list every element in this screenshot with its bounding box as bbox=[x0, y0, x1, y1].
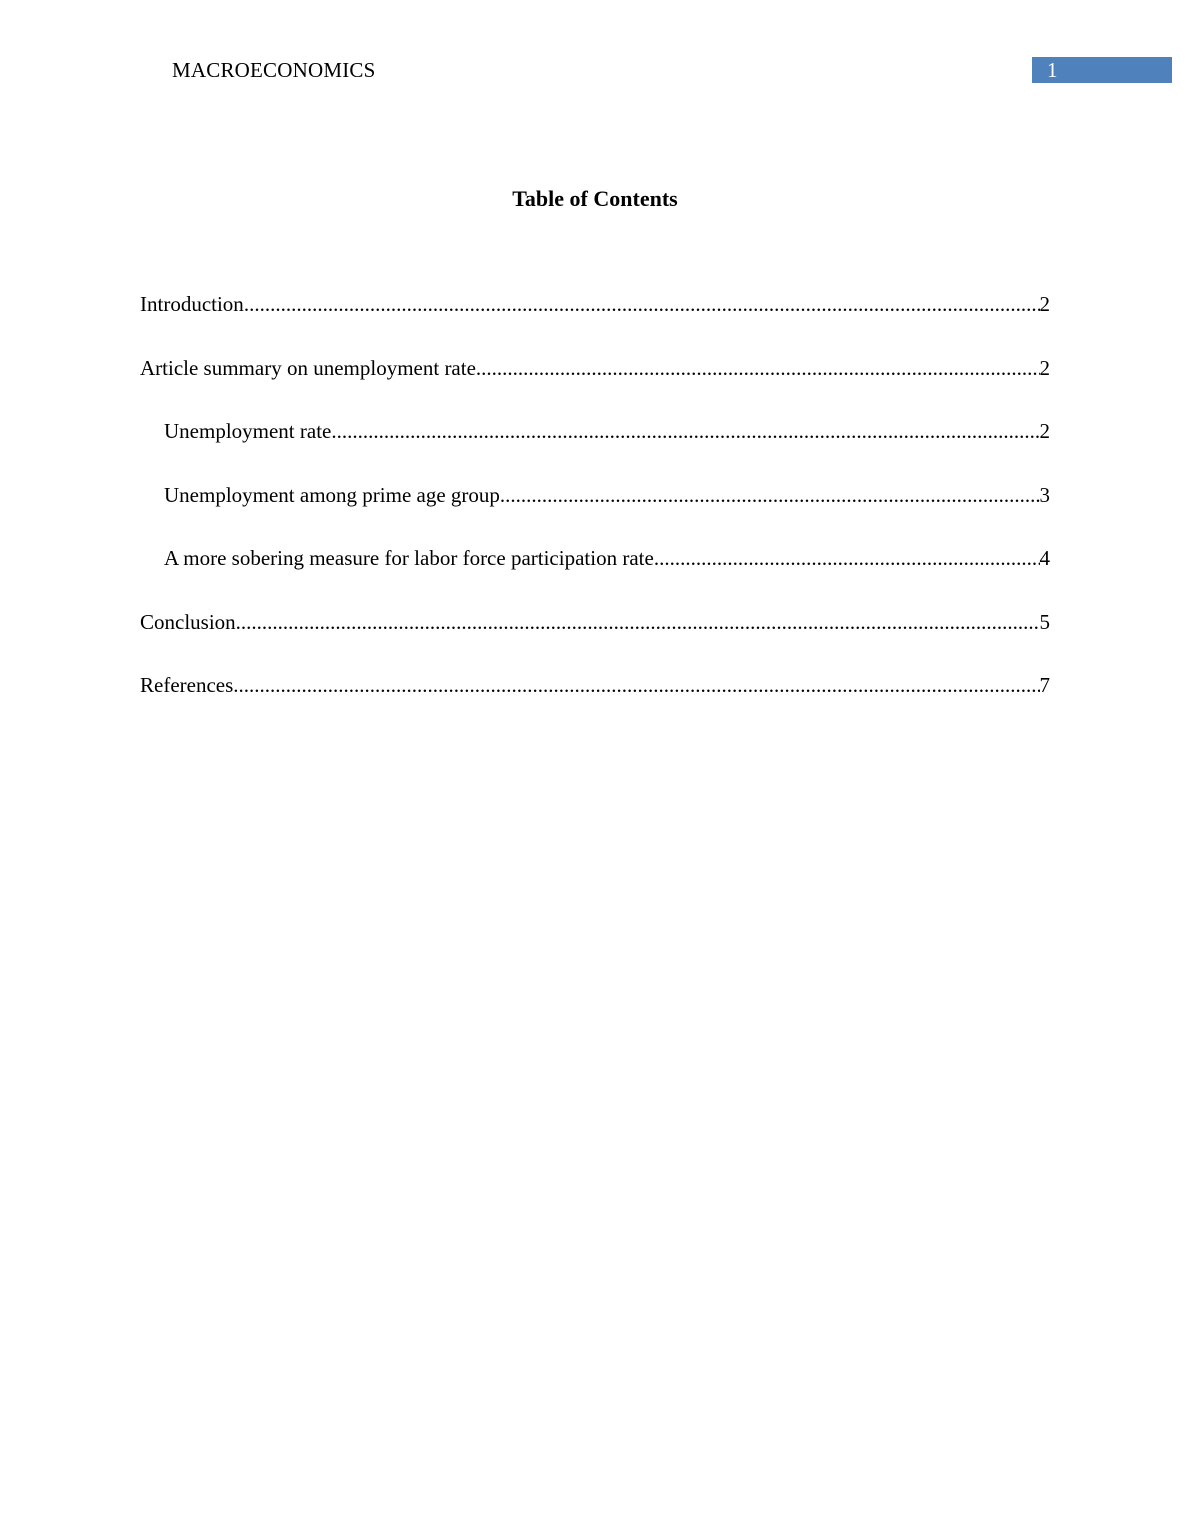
toc-entry-article-summary[interactable] bbox=[140, 354, 1050, 418]
toc-entry-page: 2 bbox=[1039, 292, 1050, 316]
toc-entry-conclusion[interactable] bbox=[140, 608, 1050, 672]
toc-entry-sobering-measure[interactable] bbox=[140, 544, 1050, 608]
toc-entry-label: Unemployment rate bbox=[164, 419, 332, 443]
toc-dot-leader bbox=[654, 544, 1040, 572]
toc-list bbox=[140, 290, 1050, 735]
toc-dot-leader bbox=[244, 290, 1040, 318]
toc-entry-page: 2 bbox=[1039, 419, 1050, 443]
toc-dot-leader bbox=[500, 481, 1040, 509]
running-header-title: MACROECONOMICS bbox=[172, 58, 376, 82]
toc-entry-page: 4 bbox=[1039, 546, 1050, 570]
toc-entry-prime-age-group[interactable] bbox=[140, 481, 1050, 545]
toc-entry-introduction[interactable] bbox=[140, 290, 1050, 354]
toc-entry-label: References bbox=[140, 673, 234, 697]
toc-entry-page: 5 bbox=[1039, 609, 1050, 634]
toc-entry-page: 7 bbox=[1039, 673, 1050, 697]
toc-entry-unemployment-rate[interactable] bbox=[140, 417, 1050, 481]
toc-entry-label: Conclusion bbox=[140, 609, 236, 634]
toc-entry-label: A more sobering measure for labor force participation rate bbox=[164, 546, 654, 570]
toc-heading: Table of Contents bbox=[512, 186, 678, 211]
toc-entry-page: 2 bbox=[1039, 355, 1050, 380]
page-number-badge: 1 bbox=[1032, 57, 1172, 83]
toc-entry-label: Unemployment among prime age group bbox=[164, 482, 500, 507]
toc-dot-leader bbox=[331, 417, 1039, 445]
toc-entry-page: 3 bbox=[1039, 482, 1050, 507]
toc-dot-leader bbox=[236, 608, 1040, 636]
toc-entry-label: Article summary on unemployment rate bbox=[140, 355, 476, 380]
toc-entry-references[interactable] bbox=[140, 671, 1050, 735]
toc-dot-leader bbox=[233, 671, 1039, 699]
toc-entry-label: Introduction bbox=[140, 292, 244, 316]
toc-dot-leader bbox=[476, 354, 1040, 382]
